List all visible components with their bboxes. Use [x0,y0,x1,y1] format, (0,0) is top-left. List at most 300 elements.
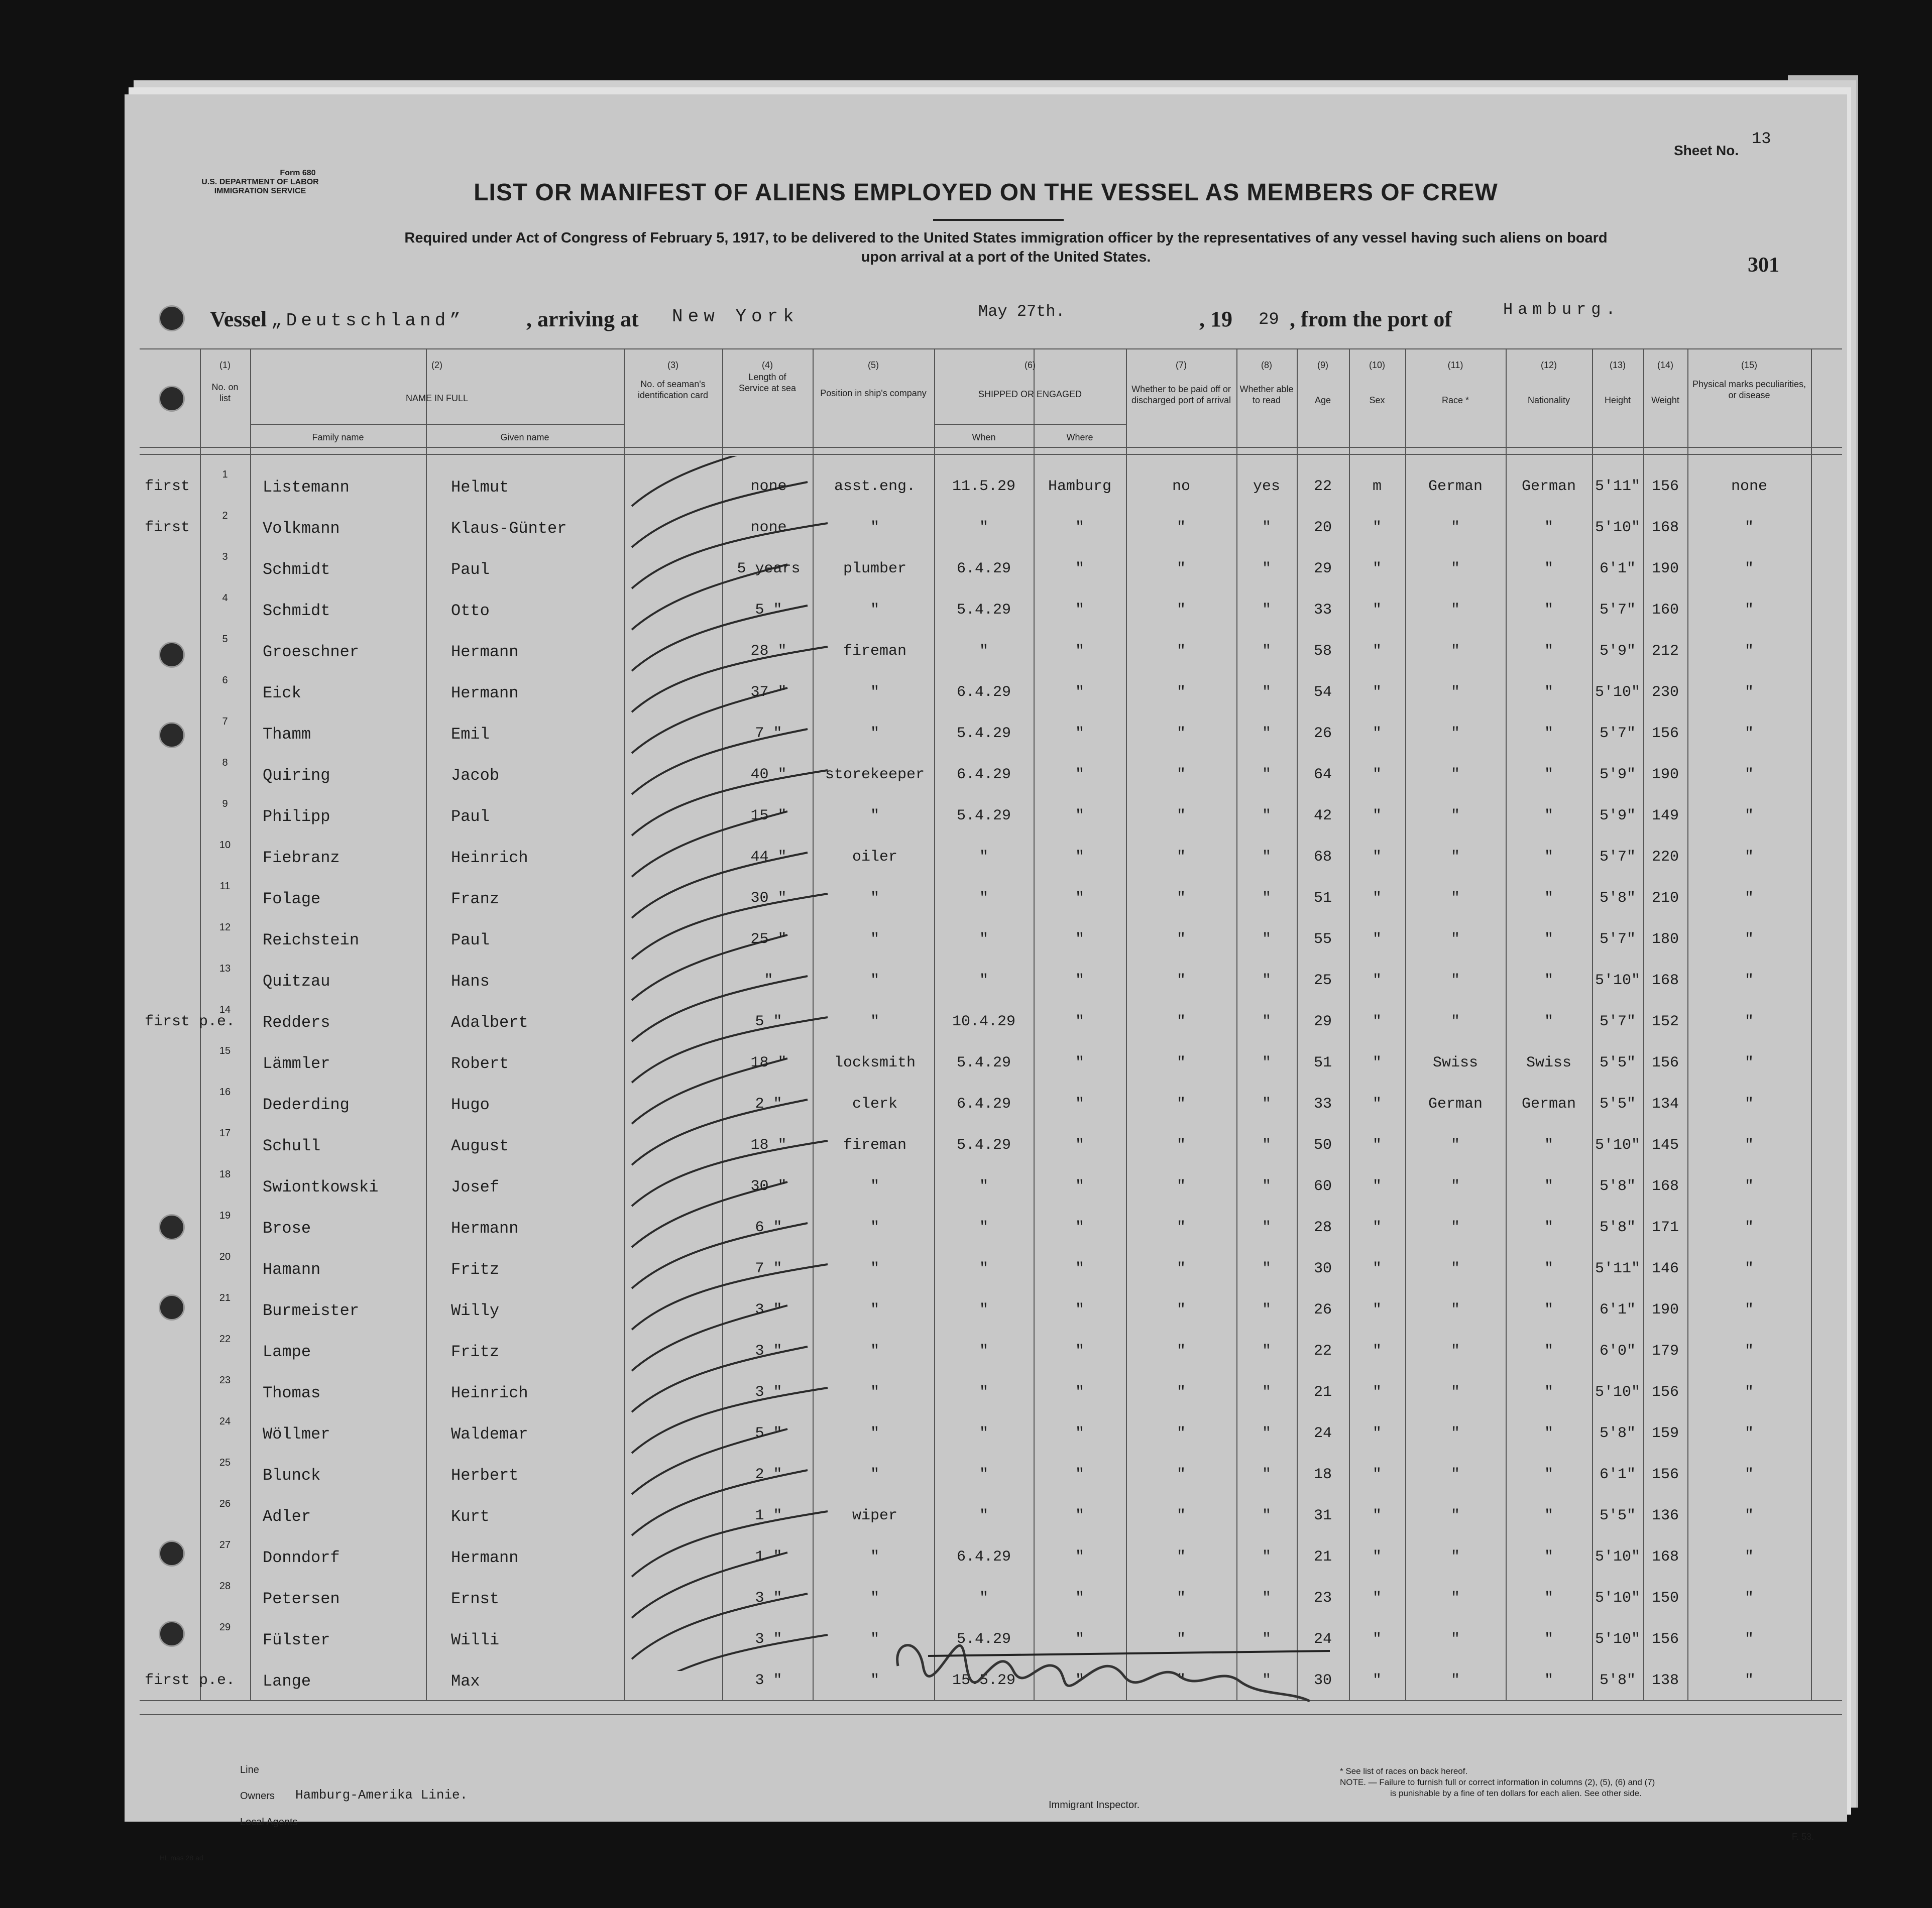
physical-marks: none [1731,478,1767,495]
age: 22 [1313,478,1332,495]
given-name: Franz [451,890,500,908]
nationality: German [1521,478,1576,495]
position: wiper [852,1507,897,1524]
height: 5'10" [1595,684,1640,701]
shipped-where: Hamburg [1048,478,1112,495]
table-row [125,1120,1847,1161]
shipped-when: " [979,1178,988,1195]
manifest-sheet [125,94,1847,1862]
able-to-read: " [1262,807,1271,824]
sex: " [1372,1548,1382,1566]
paid-off: " [1176,1054,1186,1071]
given-name: Klaus-Günter [451,519,567,538]
weight: 159 [1651,1425,1679,1442]
shipped-when: 6.4.29 [956,1548,1011,1566]
given-name: Otto [451,602,490,620]
position: " [870,684,879,701]
age: 68 [1313,849,1332,866]
physical-marks: " [1744,1301,1754,1319]
list-number: 16 [219,1087,231,1098]
table-row [125,1573,1847,1614]
table-row [125,831,1847,873]
sex: " [1372,890,1382,907]
col11-header: Race * [1441,395,1469,405]
race: " [1450,1384,1460,1401]
physical-marks: " [1744,1260,1754,1277]
table-row [125,1490,1847,1531]
service-length: none [750,519,787,536]
height: 5'10" [1595,972,1640,989]
able-to-read: " [1262,1137,1271,1154]
weight: 190 [1651,1301,1679,1319]
col2-header: NAME IN FULL [405,393,469,403]
list-number: 25 [219,1457,231,1468]
sex: " [1372,643,1382,660]
sex: " [1372,1137,1382,1154]
weight: 230 [1651,684,1679,701]
list-number: 4 [222,592,228,604]
sex: " [1372,684,1382,701]
penalty-note-1: NOTE. — Failure to furnish full or correct information in columns (2), (5), (6) and (7) [1340,1777,1655,1787]
shipped-when: 5.4.29 [956,807,1011,824]
able-to-read: " [1262,1219,1271,1236]
race: " [1450,519,1460,536]
service-length: 1 " [755,1548,782,1566]
given-name: Jacob [451,766,500,785]
position: " [870,1672,879,1689]
service-length: 7 " [755,1260,782,1277]
list-number: 13 [219,963,231,974]
race: " [1450,643,1460,660]
able-to-read: " [1262,643,1271,660]
service-length: 40 " [750,766,787,783]
sex: " [1372,1507,1382,1524]
shipped-when: 5.4.29 [956,1054,1011,1071]
col5-header: Position in ship's company [820,388,927,398]
position: " [870,1343,879,1360]
race: " [1450,972,1460,989]
able-to-read: " [1262,725,1271,742]
sex: m [1372,478,1382,495]
age: 29 [1313,1013,1332,1030]
weight: 156 [1651,478,1679,495]
physical-marks: " [1744,1631,1754,1648]
table-row [125,626,1847,667]
physical-marks: " [1744,807,1754,824]
shipped-when: " [979,1301,988,1319]
sex: " [1372,1260,1382,1277]
position: " [870,725,879,742]
nationality: " [1544,1137,1553,1154]
height: 5'10" [1595,1548,1640,1566]
height: 5'9" [1599,766,1636,783]
sheet-label: Sheet No. [1674,143,1739,158]
given-name: Paul [451,560,490,579]
age: 20 [1313,519,1332,536]
able-to-read: " [1262,602,1271,619]
shipped-where: " [1075,602,1084,619]
name-subheader-rule [250,424,624,425]
owners-label: Owners [240,1791,275,1802]
family-name: Quiring [263,766,330,785]
sex: " [1372,1219,1382,1236]
weight: 168 [1651,1178,1679,1195]
shipped-when: " [979,1219,988,1236]
given-name: Hermann [451,1219,519,1238]
position: " [870,1260,879,1277]
given-name: Waldemar [451,1425,528,1444]
height: 6'1" [1599,1466,1636,1483]
col13-number: (13) [1609,360,1626,370]
shipped-subheader-rule [934,424,1126,425]
year-suffix: 29 [1259,310,1279,329]
service-length: 5 " [755,1013,782,1030]
table-row [125,914,1847,955]
family-name: Fiebranz [263,849,340,867]
physical-marks: " [1744,1054,1754,1071]
race: " [1450,1466,1460,1483]
paid-off: " [1176,1260,1186,1277]
shipped-when: " [979,1384,988,1401]
nationality: " [1544,1219,1553,1236]
height: 6'1" [1599,560,1636,577]
nationality: " [1544,1260,1553,1277]
race: " [1450,1013,1460,1030]
able-to-read: " [1262,1301,1271,1319]
nationality: " [1544,1301,1553,1319]
paid-off: " [1176,890,1186,907]
paid-off: " [1176,1507,1186,1524]
shipped-where: " [1075,1548,1084,1566]
sex: " [1372,1301,1382,1319]
inspector-label: Immigrant Inspector. [1049,1800,1140,1811]
height: 5'8" [1599,1178,1636,1195]
family-name: Schmidt [263,560,330,579]
given-name: Adalbert [451,1013,528,1032]
list-number: 24 [219,1416,231,1427]
family-name: Listemann [263,478,350,497]
given-name: Fritz [451,1260,500,1279]
nationality: " [1544,807,1553,824]
able-to-read: " [1262,1548,1271,1566]
shipped-when: " [979,1260,988,1277]
table-row [125,667,1847,708]
nationality: " [1544,560,1553,577]
sex: " [1372,1384,1382,1401]
department: U.S. DEPARTMENT OF LABOR [201,178,319,186]
shipped-when: " [979,931,988,948]
position: " [870,1178,879,1195]
family-name: Lämmler [263,1054,330,1073]
shipped-where: " [1075,972,1084,989]
position: " [870,1219,879,1236]
shipped-where: " [1075,684,1084,701]
height: 5'10" [1595,1590,1640,1607]
service-length: 3 " [755,1384,782,1401]
nationality: " [1544,1590,1553,1607]
height: 5'7" [1599,1013,1636,1030]
sex: " [1372,1425,1382,1442]
family-name: Reichstein [263,931,360,949]
given-name-header: Given name [500,432,549,442]
weight: 152 [1651,1013,1679,1030]
physical-marks: " [1744,560,1754,577]
able-to-read: " [1262,1178,1271,1195]
able-to-read: " [1262,1343,1271,1360]
physical-marks: " [1744,643,1754,660]
weight: 210 [1651,890,1679,907]
nationality: " [1544,725,1553,742]
age: 23 [1313,1590,1332,1607]
vessel-label: Vessel [210,307,267,331]
age: 30 [1313,1672,1332,1689]
height: 5'7" [1599,849,1636,866]
physical-marks: " [1744,519,1754,536]
paid-off: " [1176,972,1186,989]
list-number: 1 [222,469,228,480]
position: clerk [852,1096,897,1113]
shipped-where: " [1075,807,1084,824]
race: " [1450,560,1460,577]
sex: " [1372,849,1382,866]
shipped-where: " [1075,1301,1084,1319]
table-row [125,1326,1847,1367]
nationality: " [1544,766,1553,783]
margin-note: first [145,478,190,495]
race: " [1450,1631,1460,1648]
table-row [125,996,1847,1037]
voyage-line [210,300,1792,330]
position: " [870,1548,879,1566]
height: 5'10" [1595,519,1640,536]
able-to-read: " [1262,1672,1271,1689]
family-name: Thamm [263,725,311,744]
paid-off: " [1176,560,1186,577]
age: 26 [1313,1301,1332,1319]
sex: " [1372,560,1382,577]
form-number: Form 680 [280,169,316,177]
service-length: 5 years [737,560,801,577]
family-name: Redders [263,1013,330,1032]
race: Swiss [1432,1054,1478,1071]
races-note: * See list of races on back hereof. [1340,1766,1468,1776]
list-number: 3 [222,551,228,562]
service-length: 5 " [755,1425,782,1442]
paid-off: " [1176,602,1186,619]
title-underline [933,219,1064,221]
margin-note: first [145,519,190,536]
given-name: Emil [451,725,490,744]
given-name: Helmut [451,478,509,497]
age: 25 [1313,972,1332,989]
weight: 145 [1651,1137,1679,1154]
given-name: August [451,1137,509,1155]
table-row [125,955,1847,996]
nationality: " [1544,849,1553,866]
physical-marks: " [1744,602,1754,619]
given-name: Hermann [451,684,519,702]
shipped-when: 5.4.29 [956,1137,1011,1154]
sex: " [1372,1343,1382,1360]
service-length: 3 " [755,1631,782,1648]
physical-marks: " [1744,890,1754,907]
given-name: Willi [451,1631,500,1649]
paid-off: " [1176,1096,1186,1113]
weight: 146 [1651,1260,1679,1277]
weight: 168 [1651,519,1679,536]
able-to-read: " [1262,1260,1271,1277]
position: " [870,1013,879,1030]
given-name: Hans [451,972,490,991]
paid-off: " [1176,766,1186,783]
shipped-when: 11.5.29 [952,478,1016,495]
physical-marks: " [1744,1384,1754,1401]
shipped-where: " [1075,890,1084,907]
age: 28 [1313,1219,1332,1236]
age: 64 [1313,766,1332,783]
family-name: Volkmann [263,519,340,538]
race: " [1450,890,1460,907]
nationality: German [1521,1096,1576,1113]
nationality: " [1544,931,1553,948]
paid-off: " [1176,1137,1186,1154]
col14-header: Weight [1651,395,1679,405]
able-to-read: " [1262,890,1271,907]
height: 5'9" [1599,643,1636,660]
shipped-where: " [1075,1219,1084,1236]
weight: 134 [1651,1096,1679,1113]
able-to-read: yes [1253,478,1280,495]
margin-note: first p.e. [145,1013,236,1030]
family-name-header: Family name [312,432,364,442]
race: " [1450,1260,1460,1277]
col12-number: (12) [1540,360,1557,370]
service-length: 28 " [750,643,787,660]
paid-off: " [1176,807,1186,824]
given-name: Fritz [451,1343,500,1361]
list-number: 28 [219,1581,231,1592]
list-number: 7 [222,716,228,727]
paid-off: " [1176,931,1186,948]
weight: 179 [1651,1343,1679,1360]
height: 5'10" [1595,1137,1640,1154]
list-number: 8 [222,757,228,768]
paid-off: " [1176,1301,1186,1319]
col15-header: Physical marks peculiarities, or disease [1692,379,1806,400]
col14-number: (14) [1657,360,1673,370]
shipped-when: " [979,519,988,536]
race: " [1450,1219,1460,1236]
position: " [870,602,879,619]
service-length: 18 " [750,1137,787,1154]
weight: 149 [1651,807,1679,824]
given-name: Hermann [451,643,519,661]
race: German [1428,478,1483,495]
table-row [125,1284,1847,1326]
height: 5'8" [1599,1672,1636,1689]
col12-header: Nationality [1527,395,1570,405]
position: " [870,1466,879,1483]
physical-marks: " [1744,1672,1754,1689]
height: 5'11" [1595,1260,1640,1277]
nationality: " [1544,643,1553,660]
able-to-read: " [1262,931,1271,948]
able-to-read: " [1262,1013,1271,1030]
able-to-read: " [1262,1054,1271,1071]
race: German [1428,1096,1483,1113]
age: 51 [1313,1054,1332,1071]
family-name: Swiontkowski [263,1178,379,1197]
physical-marks: " [1744,1178,1754,1195]
shipped-where: " [1075,1137,1084,1154]
shipped-where: " [1075,1384,1084,1401]
given-name: Herbert [451,1466,519,1485]
subtitle-line-1: Required under Act of Congress of February 5, 1917, to be delivered to the United States immigration officer by the representatives of any vessel having such aliens on board [404,230,1608,246]
list-number: 22 [219,1334,231,1345]
binder-hole [159,305,185,331]
table-top-rule [140,348,1842,349]
position: " [870,1425,879,1442]
physical-marks: " [1744,972,1754,989]
given-name: Willy [451,1301,500,1320]
col6-number: (6) [1025,360,1036,370]
vessel-name: „Deutschland” [271,310,465,331]
sex: " [1372,1466,1382,1483]
race: " [1450,1548,1460,1566]
sex: " [1372,602,1382,619]
nationality: " [1544,1507,1553,1524]
col10-number: (10) [1369,360,1385,370]
table-row [125,502,1847,543]
age: 31 [1313,1507,1332,1524]
table-row [125,543,1847,584]
height: 5'8" [1599,1219,1636,1236]
height: 6'1" [1599,1301,1636,1319]
position: fireman [843,1137,907,1154]
family-name: Thomas [263,1384,321,1402]
sex: " [1372,1590,1382,1607]
able-to-read: " [1262,519,1271,536]
age: 30 [1313,1260,1332,1277]
weight: 190 [1651,560,1679,577]
position: fireman [843,643,907,660]
col9-header: Age [1314,395,1331,405]
race: " [1450,1178,1460,1195]
col4-number: (4) [762,360,773,370]
service-length: 37 " [750,684,787,701]
family-name: Folage [263,890,321,908]
position: plumber [843,560,907,577]
height: 5'10" [1595,1631,1640,1648]
able-to-read: " [1262,766,1271,783]
family-name: Dederding [263,1096,350,1114]
age: 55 [1313,931,1332,948]
col13-header: Height [1604,395,1631,405]
weight: 212 [1651,643,1679,660]
nationality: " [1544,602,1553,619]
shipped-where: " [1075,1013,1084,1030]
height: 5'11" [1595,478,1640,495]
paid-off: " [1176,1466,1186,1483]
list-number: 29 [219,1622,231,1633]
age: 51 [1313,890,1332,907]
able-to-read: " [1262,1590,1271,1607]
family-name: Groeschner [263,643,360,661]
stamp-number: 301 [1748,254,1779,277]
list-number: 9 [222,798,228,809]
height: 5'5" [1599,1096,1636,1113]
sex: " [1372,972,1382,989]
